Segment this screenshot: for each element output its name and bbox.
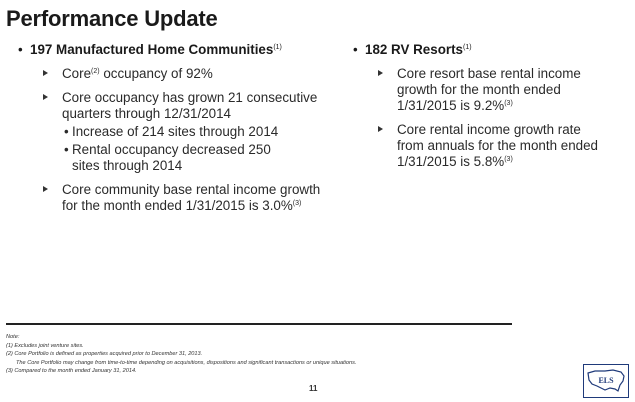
notes-label: Note: [6,334,20,340]
page-number: 11 [309,384,318,393]
list-item: Core occupancy has grown 21 consecutive quarters through 12/31/2014 [43,90,338,122]
list-item: Core rental income growth rate from annuals for the month ended 1/31/2015 is 5.8%$^{(3)}$ [378,122,607,170]
bullet-icon: • [18,42,23,57]
page-title: Performance Update [6,6,218,31]
footer-divider [6,323,512,325]
footnote-2-continued: The Core Portfolio may change from time-to-time depending on acquisitions, dispositions and significant transactions or unique situations. [16,359,357,366]
sub-list-item: • Rental occupancy decreased 250 sites through 2014 [64,142,271,173]
arrow-bullet-icon [43,186,48,192]
els-logo-icon [583,364,629,398]
list-item: Core community base rental income growth for the month ended 1/31/2015 is 3.0%$^{(3)}$ [43,182,338,214]
arrow-bullet-icon [378,126,383,132]
footnotes [6,333,356,376]
arrow-bullet-icon [378,70,383,76]
footnote-3: (3) Compared to the month ended January 31, 2014. [6,368,137,375]
left-column [18,42,338,214]
list-item: Core$^{(2)}$ occupancy of 92% [43,66,338,82]
footnote-2: (2) Core Portfolio is defined as properties acquired prior to December 31, 2013. [6,351,203,358]
bullet-icon: • [353,42,358,57]
bullet-icon: • [64,124,69,139]
list-item: Core resort base rental income growth for the month ended 1/31/2015 is 9.2%$^{(3)}$ [378,66,607,114]
sub-list-item: • Increase of 214 sites through 2014 [64,124,279,139]
arrow-bullet-icon [43,94,48,100]
rv-resorts-heading: • 182 RV Resorts$^{(1)}$ [353,42,472,57]
arrow-bullet-icon [43,70,48,76]
bullet-icon: • [64,142,69,157]
logo-text: ELS [598,376,614,385]
right-column [353,42,623,170]
footnote-1: (1) Excludes joint venture sites. [6,342,84,349]
manufactured-home-heading: • 197 Manufactured Home Communities$^{(1)}$ [18,42,282,57]
